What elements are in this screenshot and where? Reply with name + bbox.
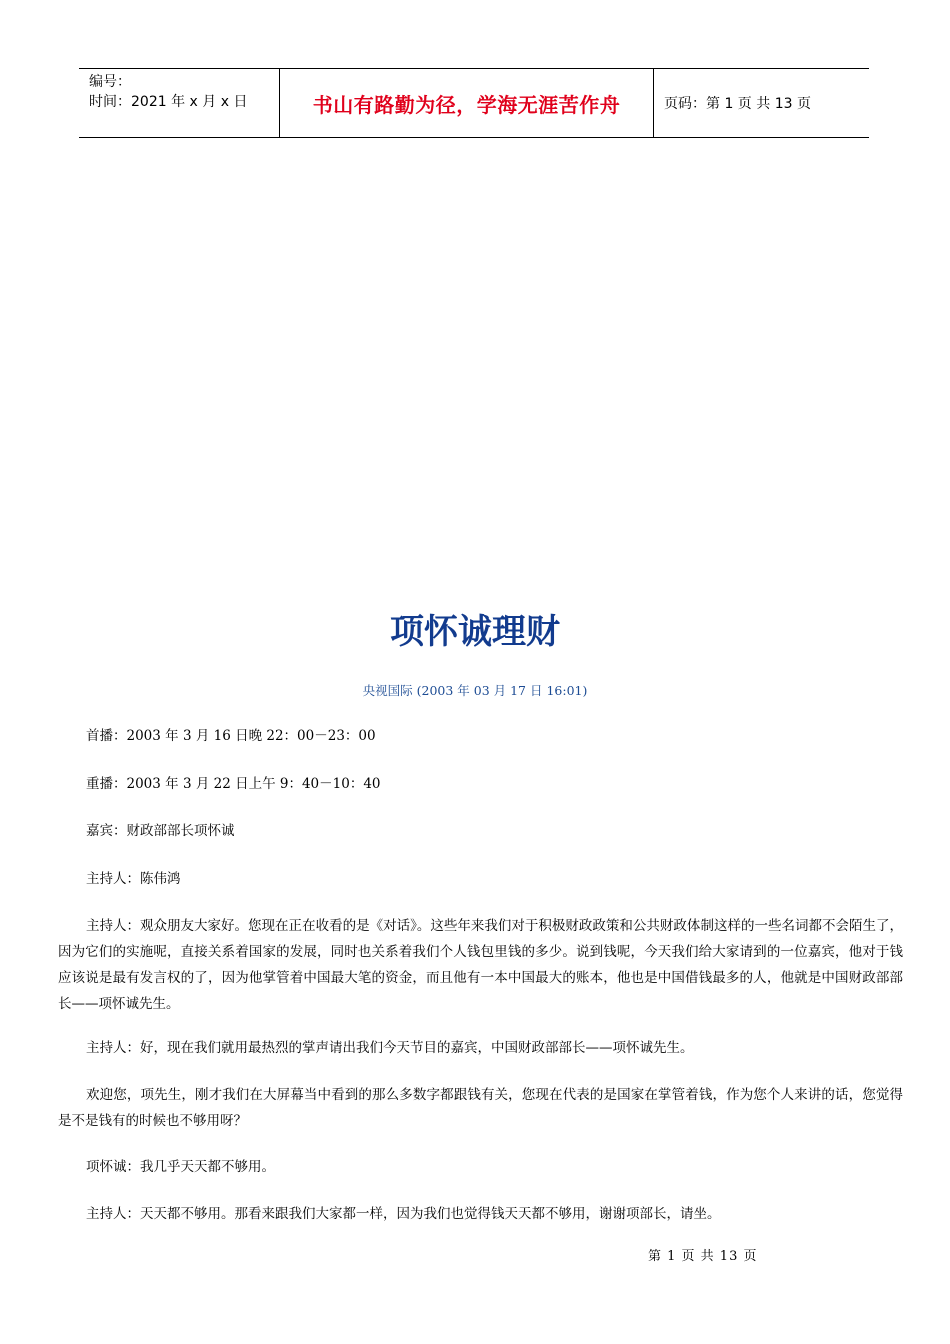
paragraph-host-reply: 主持人：天天都不够用。那看来跟我们大家都一样，因为我们也觉得钱天天都不够用，谢谢项部长，请坐。 xyxy=(86,1206,721,1222)
paragraph-rebroadcast: 重播：2003 年 3 月 22 日上午 9：40－10：40 xyxy=(86,776,381,792)
document-source: 央视国际 (2003 年 03 月 17 日 16:01) xyxy=(362,683,588,698)
paragraph-question: 欢迎您，项先生，刚才我们在大屏幕当中看到的那么多数字都跟钱有关，您现在代表的是国家在掌管着钱，作为您个人来讲的话，您觉得是不是钱有的时候也不够用呀？ xyxy=(58,1087,903,1129)
paragraph-first-broadcast: 首播：2003 年 3 月 16 日晚 22：00－23：00 xyxy=(86,728,376,744)
paragraph-answer: 项怀诚：我几乎天天都不够用。 xyxy=(86,1159,275,1175)
paragraph-host: 主持人：陈伟鸿 xyxy=(86,871,181,887)
header-motto: 书山有路勤为径，学海无涯苦作舟 xyxy=(280,69,654,137)
header-left-cell xyxy=(79,69,280,137)
paragraph-opening: 主持人：观众朋友大家好。您现在正在收看的是《对话》。这些年来我们对于积极财政政策和公共财政体制这样的一些名词都不会陌生了，因为它们的实施呢，直接关系着国家的发展，同时也关系着我们个人钱包里钱的多少。说到钱呢，今天我们给大家请到的一位嘉宾，他对于钱应该说是最有发言权的了，因为他掌管着中国最大笔的资金，而且他有一本中国最大的账本，他也是中国借钱最多的人，他就是中国财政部部长——项怀诚先生。 xyxy=(58,918,903,1012)
document-title: 项怀诚理财 xyxy=(390,612,560,652)
paragraph-welcome: 主持人：好，现在我们就用最热烈的掌声请出我们今天节目的嘉宾，中国财政部部长——项怀诚先生。 xyxy=(86,1040,694,1056)
header-page-info: 页码：第 1 页 共 13 页 xyxy=(664,96,811,112)
document-header-table xyxy=(79,68,869,138)
number-label: 编号： xyxy=(89,74,131,90)
paragraph-guest: 嘉宾：财政部部长项怀诚 xyxy=(86,823,235,839)
page-footer: 第 1 页 共 13 页 xyxy=(648,1249,758,1264)
time-label: 时间：2021 年 x 月 x 日 xyxy=(89,94,248,110)
